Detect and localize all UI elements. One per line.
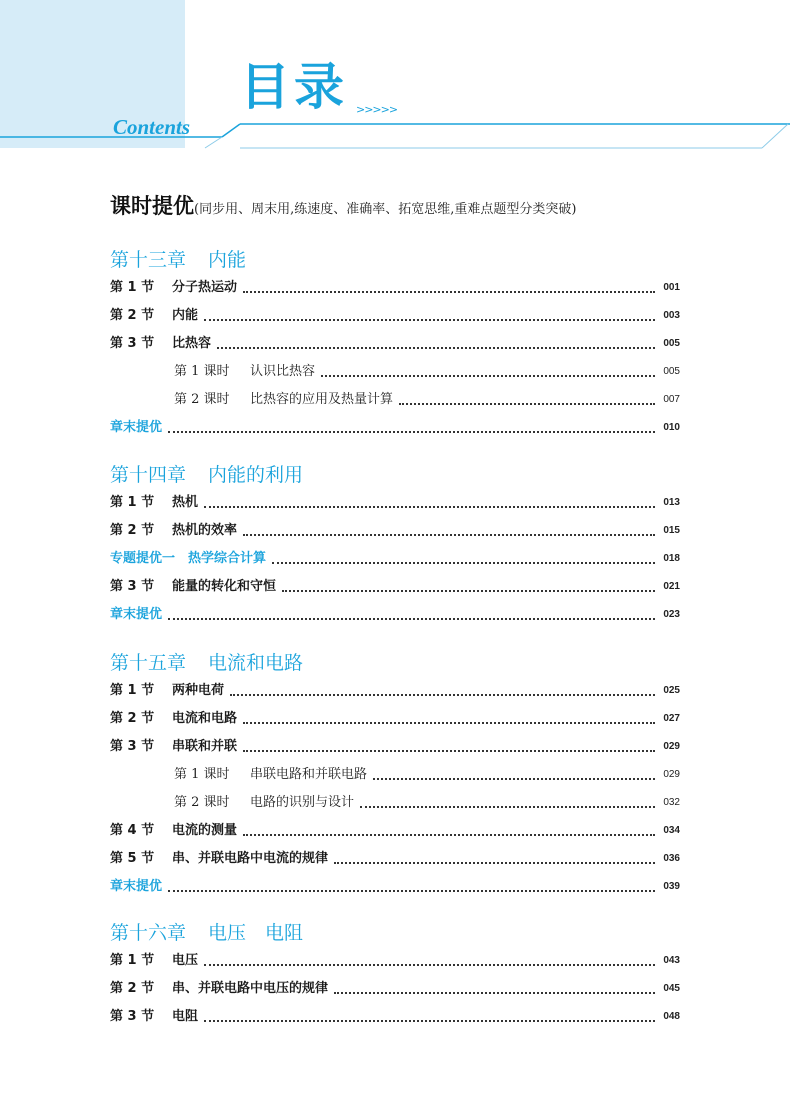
section-number: 第 2 节 (110, 308, 155, 323)
page-number: 043 (663, 955, 680, 966)
toc-lesson-entry[interactable] (174, 392, 680, 408)
dot-leader (334, 862, 655, 864)
dot-leader (243, 291, 655, 293)
page-number: 045 (663, 983, 680, 994)
toc-entry[interactable] (110, 823, 680, 839)
section-number: 第 1 节 (110, 953, 155, 968)
section-title: 串联和并联 (172, 739, 238, 754)
chapter-heading[interactable] (110, 918, 303, 945)
chapter-heading[interactable] (110, 245, 246, 272)
page-number: 048 (663, 1011, 680, 1022)
dot-leader (217, 347, 655, 349)
lesson-number: 第 1 课时 (174, 767, 230, 782)
section-title: 串、并联电路中电压的规律 (172, 981, 329, 996)
toc-entry[interactable] (110, 981, 680, 997)
dot-leader (204, 319, 655, 321)
dot-leader (360, 806, 655, 808)
dot-leader (334, 992, 655, 994)
dot-leader (204, 964, 655, 966)
page-number: 032 (663, 797, 680, 808)
toc-entry[interactable] (110, 711, 680, 727)
lesson-title: 电路的识别与设计 (250, 795, 355, 810)
chapter-name: 电流和电路 (208, 652, 304, 674)
toc-lesson-entry[interactable] (174, 795, 680, 811)
section-number: 第 1 节 (110, 683, 155, 698)
toc-entry[interactable] (110, 495, 680, 511)
toc-entry[interactable] (110, 523, 680, 539)
dot-leader (243, 834, 655, 836)
toc-special-entry[interactable] (110, 551, 680, 567)
toc-entry[interactable] (110, 851, 680, 867)
lesson-number: 第 2 课时 (174, 795, 230, 810)
section-title: 电流的测量 (172, 823, 238, 838)
section-number: 第 2 节 (110, 981, 155, 996)
dot-leader (272, 562, 655, 564)
toc-entry[interactable] (110, 579, 680, 595)
section-title: 电流和电路 (172, 711, 238, 726)
section-number: 第 3 节 (110, 1009, 155, 1024)
chapter-name: 内能 (208, 249, 247, 271)
section-title: 热机的效率 (172, 523, 238, 538)
section-number: 第 2 节 (110, 523, 155, 538)
section-number: 第 3 节 (110, 739, 155, 754)
main-heading-title: 课时提优 (110, 194, 194, 218)
page-number: 034 (663, 825, 680, 836)
chapter-heading[interactable] (110, 460, 303, 487)
dot-leader (230, 694, 655, 696)
dot-leader (168, 890, 655, 892)
page-number: 027 (663, 713, 680, 724)
chapter-number: 第十六章 (110, 922, 187, 944)
toc-review-entry[interactable] (110, 879, 680, 895)
page-number: 001 (663, 282, 680, 293)
dot-leader (373, 778, 655, 780)
lesson-title: 比热容的应用及热量计算 (250, 392, 394, 407)
toc-entry[interactable] (110, 308, 680, 324)
page-title-english: Contents (113, 115, 191, 139)
page-number: 005 (663, 366, 680, 377)
page-number: 023 (663, 609, 680, 620)
page-number: 025 (663, 685, 680, 696)
main-heading (110, 190, 576, 220)
chapter-number: 第十三章 (110, 249, 187, 271)
page-number: 010 (663, 422, 680, 433)
lesson-title: 认识比热容 (250, 364, 316, 379)
chapter-number: 第十五章 (110, 652, 187, 674)
dot-leader (168, 618, 655, 620)
page-number: 029 (663, 741, 680, 752)
lesson-title: 串联电路和并联电路 (250, 767, 368, 782)
toc-entry[interactable] (110, 1009, 680, 1025)
dot-leader (168, 431, 655, 433)
chapter-name: 电压 电阻 (208, 922, 304, 944)
page-number: 003 (663, 310, 680, 321)
dot-leader (321, 375, 655, 377)
review-title: 章末提优 (110, 879, 163, 894)
page-number: 029 (663, 769, 680, 780)
section-title: 热机 (172, 495, 199, 510)
section-number: 第 3 节 (110, 579, 155, 594)
dot-leader (204, 1020, 655, 1022)
lesson-number: 第 1 课时 (174, 364, 230, 379)
section-title: 电阻 (172, 1009, 199, 1024)
dot-leader (243, 534, 655, 536)
page-number: 036 (663, 853, 680, 864)
toc-review-entry[interactable] (110, 607, 680, 623)
section-number: 第 5 节 (110, 851, 155, 866)
toc-entry[interactable] (110, 280, 680, 296)
chapter-name: 内能的利用 (208, 464, 304, 486)
toc-entry[interactable] (110, 336, 680, 352)
dot-leader (399, 403, 655, 405)
toc-entry[interactable] (110, 683, 680, 699)
section-title: 比热容 (172, 336, 212, 351)
lesson-number: 第 2 课时 (174, 392, 230, 407)
main-heading-subtitle: (同步用、周末用,练速度、准确率、拓宽思维,重难点题型分类突破) (194, 202, 577, 217)
dot-leader (243, 722, 655, 724)
special-topic-title: 专题提优一 热学综合计算 (110, 551, 267, 566)
page-number: 013 (663, 497, 680, 508)
section-number: 第 3 节 (110, 336, 155, 351)
dot-leader (204, 506, 655, 508)
review-title: 章末提优 (110, 607, 163, 622)
page-number: 039 (663, 881, 680, 892)
title-arrows: >>>>> (356, 103, 398, 116)
toc-lesson-entry[interactable] (174, 364, 680, 380)
section-title: 串、并联电路中电流的规律 (172, 851, 329, 866)
chapter-heading[interactable] (110, 648, 303, 675)
toc-lesson-entry[interactable] (174, 767, 680, 783)
section-title: 分子热运动 (172, 280, 238, 295)
review-title: 章末提优 (110, 420, 163, 435)
toc-entry[interactable] (110, 953, 680, 969)
page-number: 018 (663, 553, 680, 564)
section-title: 两种电荷 (172, 683, 225, 698)
toc-review-entry[interactable] (110, 420, 680, 436)
dot-leader (282, 590, 655, 592)
page-number: 005 (663, 338, 680, 349)
dot-leader (243, 750, 655, 752)
page-number: 007 (663, 394, 680, 405)
section-number: 第 1 节 (110, 495, 155, 510)
page-number: 021 (663, 581, 680, 592)
section-title: 能量的转化和守恒 (172, 579, 277, 594)
section-number: 第 1 节 (110, 280, 155, 295)
section-number: 第 2 节 (110, 711, 155, 726)
section-title: 电压 (172, 953, 199, 968)
section-number: 第 4 节 (110, 823, 155, 838)
page-title: 目录 (240, 58, 348, 116)
toc-entry[interactable] (110, 739, 680, 755)
chapter-number: 第十四章 (110, 464, 187, 486)
section-title: 内能 (172, 308, 199, 323)
page-number: 015 (663, 525, 680, 536)
